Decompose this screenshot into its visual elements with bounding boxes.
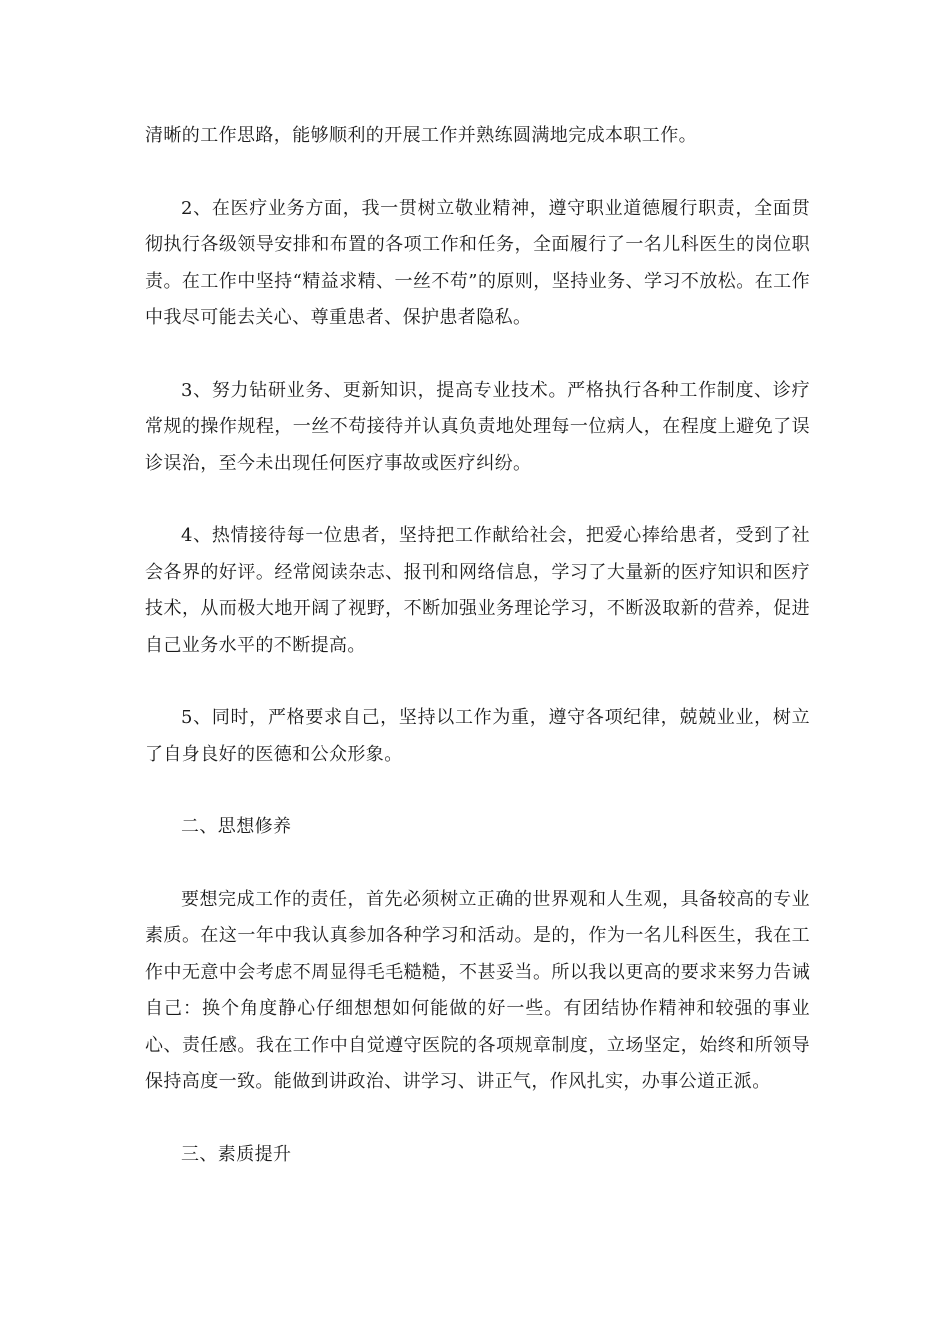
paragraph-thinking: 要想完成工作的责任，首先必须树立正确的世界观和人生观，具备较高的专业素质。在这一年中我认真参加各种学习和活动。是的，作为一名儿科医生，我在工作中无意中会考虑不周显得毛毛糙糙，不甚妥当。所以我以更高的要求来努力告诫自己：换个角度静心仔细想想如何能做的好一些。有团结协作精神和较强的事业心、责任感。我在工作中自觉遵守医院的各项规章制度，立场坚定，始终和所领导保持高度一致。能做到讲政治、讲学习、讲正气，作风扎实，办事公道正派。 [145, 888, 810, 1092]
paragraph-item-5: 5、同时，严格要求自己，坚持以工作为重，遵守各项纪律，兢兢业业，树立了自身良好的医德和公众形象。 [145, 707, 810, 765]
paragraph-continuation: 清晰的工作思路，能够顺利的开展工作并熟练圆满地完成本职工作。 [145, 125, 697, 146]
document-page [145, 118, 810, 1173]
paragraph-item-3: 3、努力钻研业务、更新知识，提高专业技术。严格执行各种工作制度、诊疗常规的操作规程，一丝不苟接待并认真负责地处理每一位病人，在程度上避免了误诊误治，至今未出现任何医疗事故或医疗纠纷。 [145, 379, 810, 474]
section-heading-thinking: 二、思想修养 [181, 816, 292, 837]
paragraph-item-2: 2、在医疗业务方面，我一贯树立敬业精神，遵守职业道德履行职责，全面贯彻执行各级领导安排和布置的各项工作和任务，全面履行了一名儿科医生的岗位职责。在工作中坚持“精益求精、一丝不苟”的原则，坚持业务、学习不放松。在工作中我尽可能去关心、尊重患者、保护患者隐私。 [145, 197, 810, 328]
section-heading-quality: 三、素质提升 [181, 1143, 292, 1165]
paragraph-item-4: 4、热情接待每一位患者，坚持把工作献给社会，把爱心捧给患者，受到了社会各界的好评。经常阅读杂志、报刊和网络信息，学习了大量新的医疗知识和医疗技术，从而极大地开阔了视野，不断加强业务理论学习，不断汲取新的营养，促进自己业务水平的不断提高。 [145, 525, 810, 656]
